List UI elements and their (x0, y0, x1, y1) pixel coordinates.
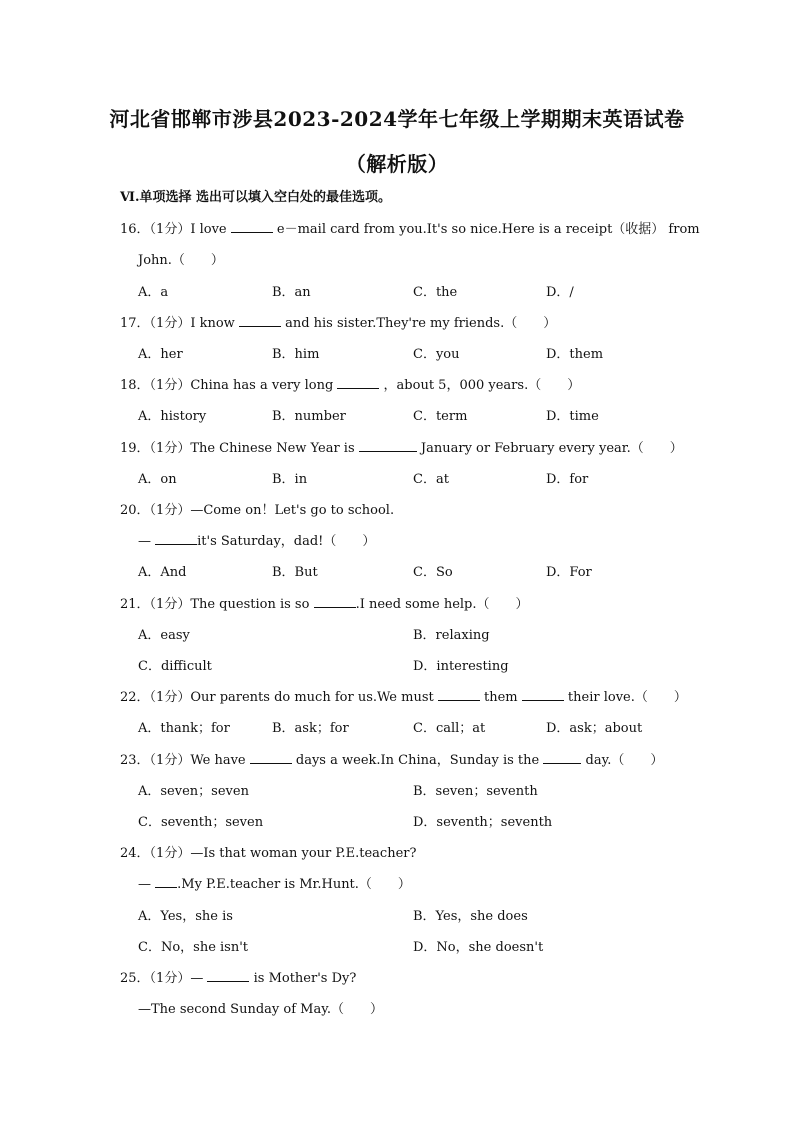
question-text: 21．（1分）The question is so (120, 597, 310, 612)
question-20: 20．（1分）—Come on！Let's go to school. (120, 503, 395, 518)
option-b: B．Yes，she does (413, 909, 528, 924)
question-text: 16．（1分）I love (120, 222, 227, 237)
question-23 (120, 749, 663, 768)
question-text: and his sister.They're my friends.（ ） (285, 316, 557, 331)
answer-blank (207, 969, 249, 982)
page-title: 河北省邯郸市涉县2023-2024学年七年级上学期期末英语试卷 (109, 107, 685, 131)
question-text: 19．（1分）The Chinese New Year is (120, 441, 355, 456)
answer-blank (543, 751, 581, 764)
question-19 (120, 437, 683, 456)
option-a: A．history (138, 409, 207, 424)
question-17 (120, 312, 556, 331)
option-d: D．them (546, 347, 604, 362)
question-text: .My P.E.teacher is Mr.Hunt.（ ） (177, 877, 411, 892)
option-b: B．in (272, 472, 308, 487)
answer-blank (231, 220, 273, 233)
option-d: D．interesting (413, 659, 509, 674)
question-text: 22．（1分）Our parents do much for us.We must (120, 690, 434, 705)
answer-blank (250, 751, 292, 764)
question-text: e－mail card from you.It's so nice.Here is a receipt（收据） from (276, 222, 700, 237)
answer-blank (155, 532, 197, 545)
option-a: A．seven；seven (138, 784, 249, 799)
option-b: B．ask；for (272, 721, 349, 736)
option-c: C．So (413, 565, 453, 580)
question-text: days a week.In China，Sunday is the (295, 753, 540, 768)
answer-blank (155, 875, 177, 888)
option-c: C．at (413, 472, 449, 487)
question-text: it's Saturday，dad!（ ） (197, 534, 376, 549)
option-c: C．seventh；seven (138, 815, 264, 830)
option-a: A．on (138, 472, 177, 487)
option-c: C．difficult (138, 659, 212, 674)
option-b: B．relaxing (413, 628, 490, 643)
option-d: D．seventh；seventh (413, 815, 553, 830)
option-b: B．But (272, 565, 318, 580)
question-text: day.（ ） (585, 753, 664, 768)
question-text: is Mother's Dy? (253, 971, 357, 986)
question-24-reply (138, 873, 411, 892)
dash: — (138, 534, 151, 549)
answer-blank (522, 688, 564, 701)
question-text: them (484, 690, 518, 705)
question-text: .I need some help.（ ） (355, 597, 529, 612)
question-text: 25．（1分）— (120, 971, 204, 986)
question-16-continued: John.（ ） (138, 253, 224, 268)
option-b: B．an (272, 285, 311, 300)
question-18 (120, 374, 580, 393)
page-subtitle: （解析版） (345, 152, 449, 176)
question-16 (120, 218, 700, 237)
answer-blank (359, 439, 417, 452)
question-text: 18．（1分）China has a very long (120, 378, 334, 393)
section-heading: Ⅵ.单项选择 选出可以填入空白处的最佳选项。 (120, 190, 392, 205)
question-text: January or February every year.（ ） (420, 441, 683, 456)
question-text: 23．（1分）We have (120, 753, 246, 768)
option-a: A．her (138, 347, 183, 362)
option-c: C．term (413, 409, 468, 424)
question-text: their love.（ ） (567, 690, 687, 705)
dash: — (138, 877, 151, 892)
option-c: C．the (413, 285, 458, 300)
option-c: C．you (413, 347, 460, 362)
option-c: C．call；at (413, 721, 486, 736)
option-a: A．thank；for (138, 721, 230, 736)
question-20-reply (138, 530, 375, 549)
answer-blank (314, 595, 356, 608)
answer-blank (337, 376, 379, 389)
option-b: B．him (272, 347, 320, 362)
option-a: A．a (138, 285, 169, 300)
option-c: C．No，she isn't (138, 940, 249, 955)
option-d: D．For (546, 565, 592, 580)
option-a: A．And (138, 565, 187, 580)
option-a: A．Yes，she is (138, 909, 233, 924)
option-d: D．No，she doesn't (413, 940, 544, 955)
question-24: 24．（1分）—Is that woman your P.E.teacher? (120, 846, 417, 861)
answer-blank (438, 688, 480, 701)
option-d: D．/ (546, 285, 574, 300)
question-25 (120, 967, 356, 986)
question-22 (120, 686, 687, 705)
answer-blank (239, 314, 281, 327)
question-text: 17．（1分）I know (120, 316, 235, 331)
option-d: D．for (546, 472, 589, 487)
question-25-reply: —The second Sunday of May.（ ） (138, 1002, 383, 1017)
option-d: D．ask；about (546, 721, 643, 736)
option-b: B．seven；seventh (413, 784, 538, 799)
option-b: B．number (272, 409, 346, 424)
option-a: A．easy (138, 628, 190, 643)
question-text: ，about 5，000 years.（ ） (383, 378, 581, 393)
question-21 (120, 593, 529, 612)
option-d: D．time (546, 409, 599, 424)
